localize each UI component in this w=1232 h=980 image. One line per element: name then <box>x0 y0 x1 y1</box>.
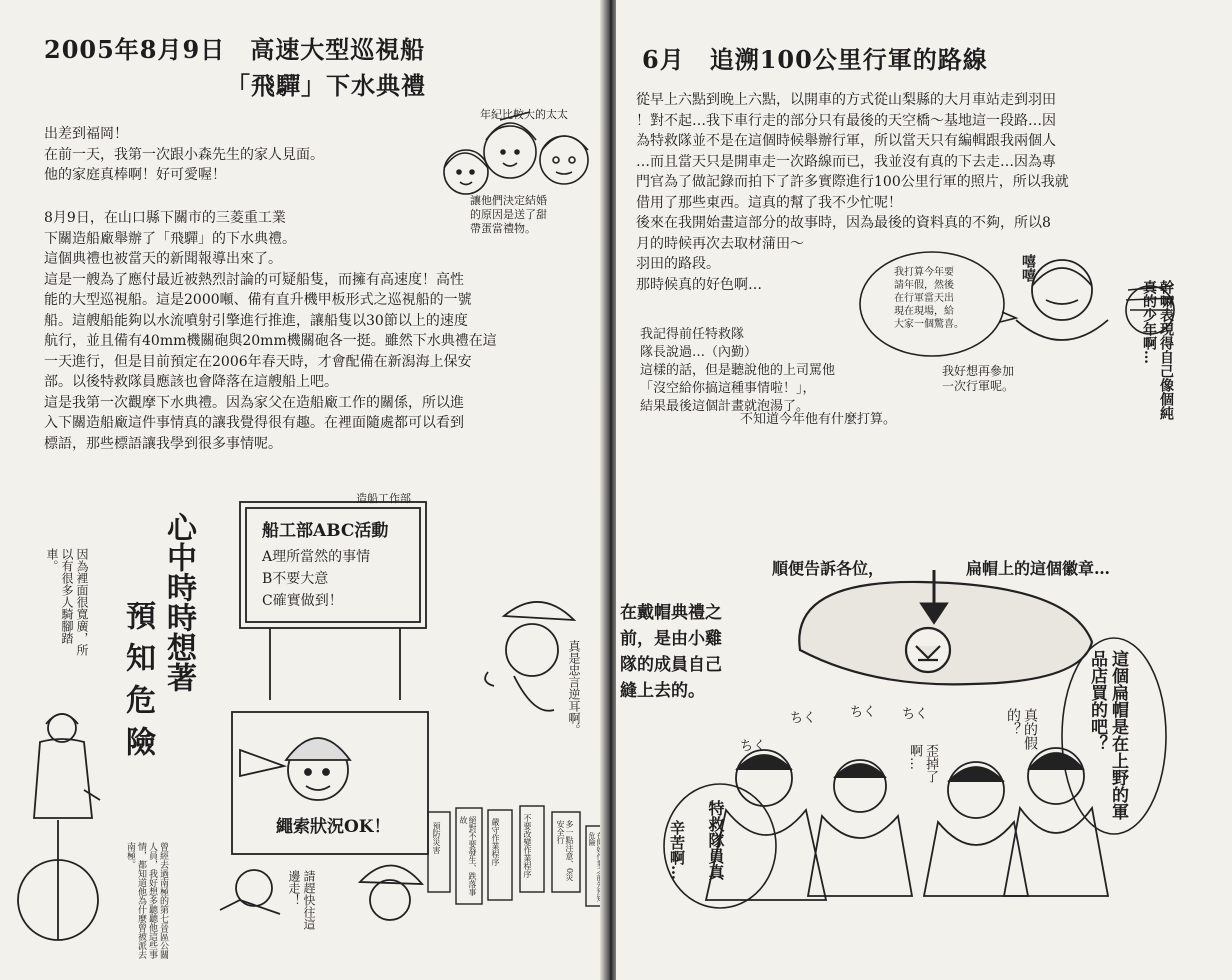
mini-sign-boards <box>428 806 604 906</box>
sfx-text: ちく <box>902 707 929 722</box>
mini-sign: 多一點注意、0災安全行 <box>556 820 574 882</box>
sign-title: 船工部ABC活動 <box>262 521 389 541</box>
plan-bubble-text: 我打算今年要 請年假，然後 在行軍當天出 現在現場，給 大家一個驚喜。 <box>894 267 964 330</box>
right-page <box>616 0 1232 980</box>
left-intro-text: 出差到福岡！ 在前一天，我第一次跟小森先生的家人見面。 他的家庭真棒啊！好可愛喔！ <box>44 126 324 183</box>
right-title: 6月 追溯100公里行軍的路線 <box>642 45 988 74</box>
members-bubble-text: 特救隊員真 <box>706 800 725 880</box>
crooked-bubble-text: 歪掉了啊… <box>907 744 938 783</box>
vertical-side-text: 幹嘛表現得自己像個純真的少年啊… <box>1141 280 1174 420</box>
sfx-text: ちく <box>740 739 767 754</box>
left-page <box>0 0 606 980</box>
mini-sign: 預防災害 <box>432 822 441 854</box>
sign-item: B不要大意 <box>262 571 329 587</box>
family-caption: 讓他們決定結婚 的原因是送了甜 帶蛋當禮物。 <box>470 194 547 235</box>
mini-sign: 絕對不要發生、跌落事故 <box>459 816 477 896</box>
left-title-line2: 「飛驒」下水典禮 <box>226 71 426 100</box>
want-join-text: 我好想再參加 一次行軍呢。 <box>942 364 1015 393</box>
sign-item-list <box>262 546 370 612</box>
cyclist-sketch <box>18 714 100 940</box>
bottom-note: 曾經去過南極的第七晉區公關人員，我好想多聽聽他這些事情，都知道他為什麼曾被派去南極。 <box>125 842 168 959</box>
poster-text: 繩索狀況OK！ <box>276 817 391 837</box>
helmet-people-sketch <box>220 865 422 920</box>
mini-sign: 危險 <box>588 832 596 846</box>
loyal-note: 真是忠言逆耳啊。 <box>567 640 581 736</box>
sfx-text: ちく <box>850 705 877 720</box>
family-note: 年紀比較大的太太 <box>480 108 568 121</box>
right-body-text: 從早上六點到晚上六點，以開車的方式從山梨縣的大月車站走到羽田 ！對不起…我下車行走的部分只有最後的天空橋～基地這一段路…因 為特救隊並不是在這個時候舉辦行軍，所以當天只有編輯跟我兩個人 …而且當天只是開車走一次路線而已，我並沒有真的下去走…因為專 門官為了做記錄而拍下了許多實際進行100公里行軍的照片，所以我就 借用了那些東西。這真的幫了我不少忙呢！ 後來在我開始畫這部分的故事時，因為最後的資料真的不夠，所以8 月的時候再次去取材蒲田～ 羽田的路段。 那時候真的好色啊… <box>636 92 1069 293</box>
factory-note: 因為裡面很寬廣，所以有很多人騎腳踏車。 <box>45 548 89 656</box>
memo-text: 我記得前任特救隊 隊長說過…（內勤） 這樣的話，但是聽說他的上司罵他 「沒空給你搞這種事情啦！」， 結果最後這個計畫就泡湯了。 <box>640 327 836 414</box>
sfx-text: ちく <box>790 711 817 726</box>
hard-bubble-text: 辛苦啊… <box>668 820 686 880</box>
sign-header: 造船工作部 <box>356 492 411 505</box>
slogan-danger: 預知危險 <box>120 600 155 768</box>
badge-caption: 扁帽上的這個徽章… <box>966 559 1111 578</box>
mini-sign: 不要改變作業程序 <box>523 814 532 878</box>
slogan-heart: 心中時時想著 <box>161 512 196 692</box>
mini-sign: 嚴守作業程序 <box>491 818 500 866</box>
real-bubble-text: 真的假的？ <box>1005 708 1038 750</box>
memo-tail-text: 不知道今年他有什麼打算。 <box>740 412 897 427</box>
snicker-text: 嘻嘻 <box>1020 254 1036 282</box>
hurry-bubble: 請趕快往這邊走！ <box>287 870 316 930</box>
question-bubble-text: 這個扁帽是在上野的軍品店買的吧？ <box>1087 650 1128 820</box>
left-title-line1: 2005年8月9日 高速大型巡視船 <box>44 35 426 64</box>
cap-man-sketch <box>485 602 574 711</box>
by-the-way-text: 順便告訴各位， <box>772 559 885 578</box>
sign-item: C確實做到！ <box>262 593 343 609</box>
beret-sketch <box>799 582 1092 684</box>
family-sketch <box>444 112 588 194</box>
sign-item: A理所當然的事情 <box>262 549 371 565</box>
left-body-text: 8月9日，在山口縣下關市的三菱重工業 下關造船廠舉辦了「飛驒」的下水典禮。 這個典禮也被當天的新聞報導出來了。 這是一艘為了應付最近被熱烈討論的可疑船隻，而擁有高速度！高性 能的大型巡視船。這是2000噸、備有直升機甲板形式之巡視船的一號 船。這艘船能夠以水流噴射引擎進行推進，讓船隻以30節以上的速度 航行，並且備有40mm機關砲與20mm機關砲各一挺。雖然下水典禮在這 一天進行，但是目前預定在2006年春天時，才會配備在新潟海上保安 部。以後特救隊員應該也會降落在這艘船上吧。 這是我第一次觀摩下水典禮。因為家父在造船廠工作的關係，所以進 入下關造船廠這件事情真的讓我覺得很有趣。在裡面隨處都可以看到 標語，那些標語讓我學到很多事情呢。 <box>44 210 497 452</box>
sew-text: 在戴帽典禮之 前，是由小雞 隊的成員自己 縫上去的。 <box>620 603 722 701</box>
